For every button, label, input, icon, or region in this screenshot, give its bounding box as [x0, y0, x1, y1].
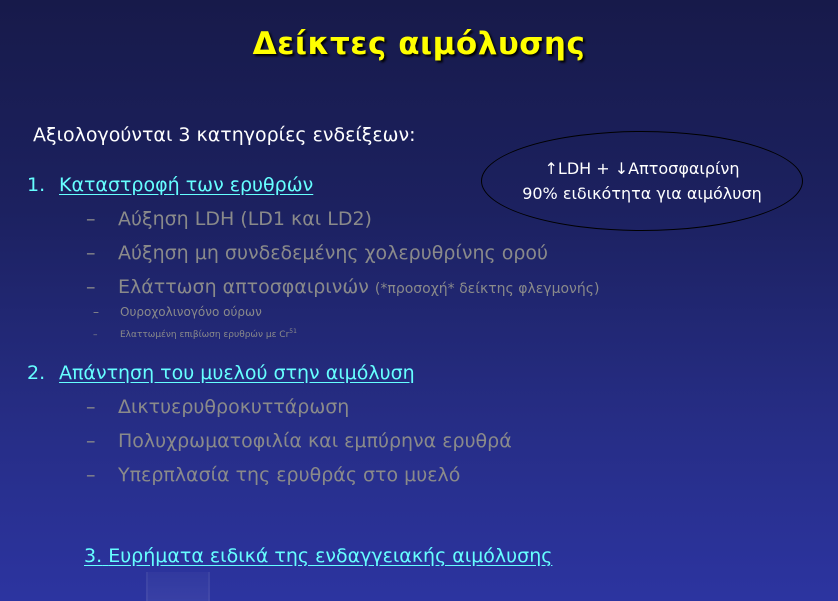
- list-item-text: Ουροχολινογόνο ούρων: [120, 305, 262, 319]
- dash-bullet: –: [86, 208, 96, 230]
- list-item-text: Ελαττωμένη επιβίωση ερυθρών με Cr: [120, 330, 290, 340]
- callout-line-1: ↑LDH + ↓Απτοσφαιρίνη: [544, 159, 740, 178]
- dash-bullet: –: [93, 305, 99, 319]
- dash-bullet: –: [86, 396, 96, 418]
- section-number: 1.: [27, 174, 46, 196]
- slide-title: Δείκτες αιμόλυσης: [252, 26, 586, 62]
- section-heading-3[interactable]: [84, 545, 552, 567]
- section-heading-text: Απάντηση του μυελού στην αιμόλυση: [59, 362, 415, 384]
- dash-bullet: –: [86, 242, 96, 264]
- callout-ellipse: [481, 131, 803, 231]
- list-item: [86, 208, 372, 230]
- section-heading-1[interactable]: [27, 174, 313, 196]
- list-item: [86, 396, 349, 418]
- list-item-text: Πολυχρωματοφιλία και εμπύρηνα ερυθρά: [118, 430, 512, 452]
- dash-bullet: –: [86, 430, 96, 452]
- decorative-block: [146, 572, 210, 601]
- list-item: [93, 305, 262, 319]
- intro-text: Αξιολογούνται 3 κατηγορίες ενδείξεων:: [33, 124, 416, 146]
- list-item-text: Υπερπλασία της ερυθράς στο μυελό: [118, 464, 461, 486]
- list-item-text: Αύξηση LDH (LD1 και LD2): [118, 208, 372, 230]
- section-heading-text: Ευρήματα ειδικά της ενδαγγειακής αιμόλυσης: [108, 545, 553, 567]
- list-item: [86, 464, 460, 486]
- list-item: [93, 328, 297, 340]
- section-heading-2[interactable]: [27, 362, 415, 384]
- dash-bullet: –: [93, 330, 98, 340]
- list-item: [86, 430, 512, 452]
- list-item-text: Αύξηση μη συνδεδεμένης χολερυθρίνης ορού: [118, 242, 548, 264]
- superscript: 51: [289, 328, 297, 335]
- section-number: 2.: [27, 362, 46, 384]
- list-item-text: Ελάττωση απτοσφαιρινών: [118, 276, 369, 298]
- dash-bullet: –: [86, 464, 96, 486]
- section-number: 3.: [84, 545, 103, 567]
- list-item-text: Δικτυερυθροκυττάρωση: [118, 396, 350, 418]
- callout-line-2: 90% ειδικότητα για αιμόλυση: [522, 184, 762, 203]
- dash-bullet: –: [86, 276, 96, 298]
- list-item-note: (*προσοχή* δείκτης φλεγμονής): [374, 281, 600, 297]
- list-item: [86, 276, 599, 298]
- list-item: [86, 242, 548, 264]
- section-heading-text: Καταστροφή των ερυθρών: [59, 174, 314, 196]
